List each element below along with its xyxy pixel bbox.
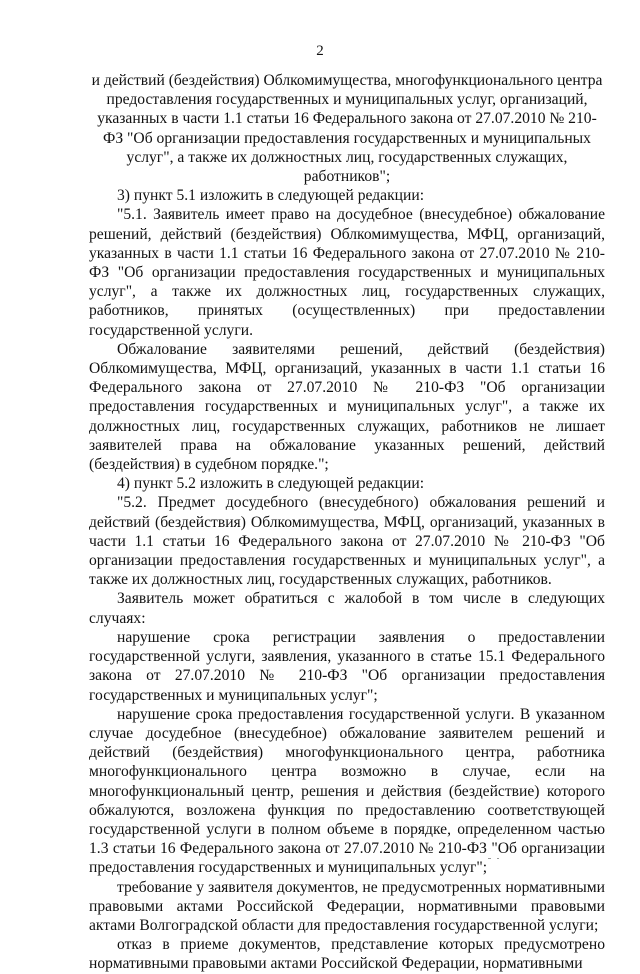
paragraph-case-extra-documents: требование у заявителя документов, не предусмотренных нормативными правовыми актами Российской Федерации, нормативными правовыми актами Волгоградской области для предоставления государственной услуги;: [89, 878, 605, 934]
paragraph-item-3: 3) пункт 5.1 изложить в следующей редакции:: [117, 187, 425, 205]
paragraph-case-refusal: отказ в приеме документов, представление которых предусмотрено нормативными правовыми актами Российской Федерации, нормативными: [89, 936, 605, 973]
document-body: [89, 71, 605, 974]
scan-artifact: [497, 858, 499, 859]
paragraph-case-service-delay: нарушение срока предоставления государственной услуги. В указанном случае досудебное (внесудебное) обжалование заявителем решений и действий (бездействия) многофункционального центра, работника многофункционального центра возможно в случае, если на многофункциональный центр, решения и действия (бездействие) которого обжалуются, возложена функция по предоставлению соответствующей государственной услуги в полном объеме в порядке, определенном частью 1.3 статьи 16 Федерального закона от 27.07.2010 № 210-ФЗ "Об организации предоставления государственных и муниципальных услуг";: [89, 705, 605, 877]
page-number: 2: [316, 43, 324, 59]
paragraph-closing-title: и действий (бездействия) Облкомимущества, многофункционального центра предоставления государственных и муниципальных услуг, организаций, указанных в части 1.1 статьи 16 Федерального закона от 27.07.2010 № 210-ФЗ "Об организации предоставления государственных и муниципальных услуг", а также их должностных лиц, государственных служащих, работников";: [91, 72, 603, 186]
paragraph-item-4: 4) пункт 5.2 изложить в следующей редакции:: [117, 475, 425, 493]
scan-artifact: [488, 858, 491, 859]
paragraph-cases-intro: Заявитель может обратиться с жалобой в том числе в следующих случаях:: [89, 590, 605, 627]
paragraph-clause-5-1: "5.1. Заявитель имеет право на досудебное (внесудебное) обжалование решений, действий (бездействия) Облкомимущества, МФЦ, организаций, указанных в части 1.1 статьи 16 Федерального закона от 27.07.2010 № 210-ФЗ "Об организации предоставления государственных и муниципальных услуг", а также их должностных лиц, государственных служащих, работников, принятых (осуществленных) при предоставлении государственной услуги.: [89, 206, 605, 339]
paragraph-clause-5-2: "5.2. Предмет досудебного (внесудебного) обжалования решений и действий (бездействия) Облкомимущества, МФЦ, организаций, указанных в части 1.1 статьи 16 Федерального закона от 27.07.2010 № 210-ФЗ "Об организации предоставления государственных и муниципальных услуг", а также их должностных лиц, государственных служащих, работников.: [89, 494, 605, 589]
paragraph-appeal-rights: Обжалование заявителями решений, действий (бездействия) Облкомимущества, МФЦ, организаций, указанных в части 1.1 статьи 16 Федерального закона от 27.07.2010 № 210-ФЗ "Об организации предоставления государственных и муниципальных услуг", а также их должностных лиц, государственных служащих, работников не лишает заявителей права на обжалование указанных решений, действий (бездействия) в судебном порядке.";: [89, 340, 605, 474]
paragraph-case-registration-delay: нарушение срока регистрации заявления о предоставлении государственной услуги, заявления, указанного в статье 15.1 Федерального закона от 27.07.2010 № 210-ФЗ "Об организации предоставления государственных и муниципальных услуг";: [89, 628, 605, 704]
